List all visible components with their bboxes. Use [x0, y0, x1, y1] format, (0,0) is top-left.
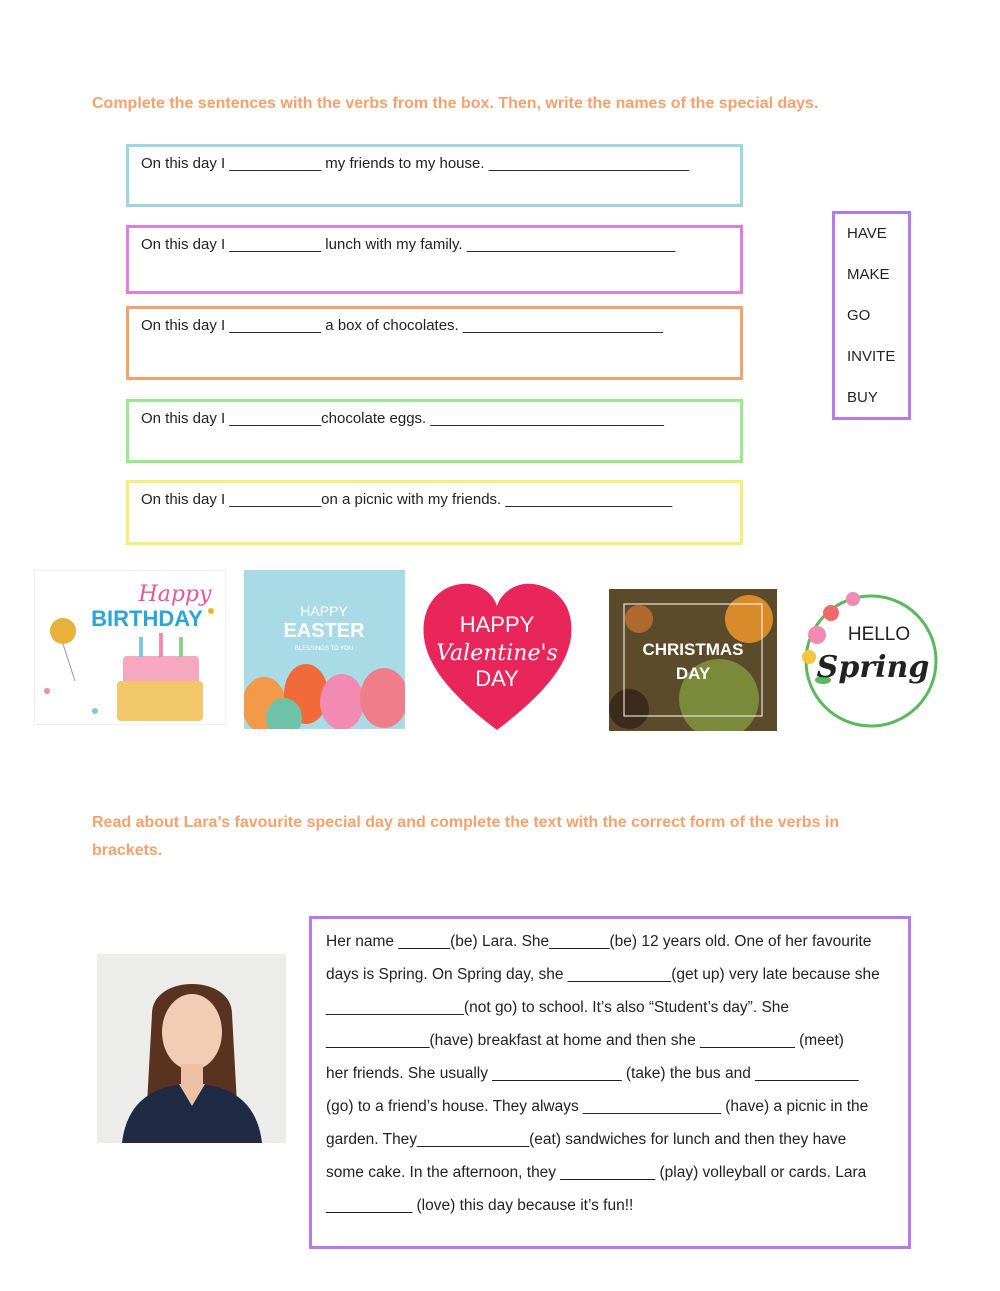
easter-image [244, 570, 405, 729]
verb-box [832, 211, 911, 420]
valentine-line1: HAPPY [459, 612, 535, 637]
lara-text-box[interactable] [309, 916, 911, 1249]
paragraph-line: ________________(not go) to school. It’s also “Student’s day”. She [326, 999, 790, 1016]
paragraph-line: garden. They_____________(eat) sandwiches for lunch and then they have [326, 1131, 847, 1148]
spring-line1: HELLO [847, 624, 911, 645]
exercise2-instruction-line2: brackets. [92, 842, 163, 859]
birthday-line2: BIRTHDAY [91, 606, 203, 631]
verb-item: GO [847, 307, 871, 324]
paragraph-line: days is Spring. On Spring day, she ____________(get up) very late because she [326, 966, 880, 983]
girl-photo [97, 954, 286, 1143]
exercise2-instruction [92, 809, 839, 865]
sentence-box-1[interactable] [126, 144, 743, 207]
paragraph-line: (go) to a friend’s house. They always ________________ (have) a picnic in the [326, 1098, 869, 1115]
christmas-line2: DAY [675, 664, 711, 683]
easter-line2: EASTER [283, 620, 365, 642]
paragraph-line: some cake. In the afternoon, they ___________ (play) volleyball or cards. Lara [326, 1164, 867, 1181]
sentence-text: On this day I ___________ lunch with my family. _________________________ [141, 236, 676, 253]
exercise2-instruction-line1: Read about Lara’s favourite special day and complete the text with the correct form of the verbs in [92, 814, 840, 831]
sentence-box-4[interactable] [126, 399, 743, 463]
spring-image [795, 585, 943, 730]
sentence-text: On this day I ___________ a box of chocolates. ________________________ [141, 317, 664, 334]
paragraph-line: __________ (love) this day because it’s fun!! [326, 1197, 634, 1214]
christmas-image [609, 589, 777, 731]
paragraph-line: ____________(have) breakfast at home and then she ___________ (meet) [326, 1032, 844, 1049]
sentence-text: On this day I ___________ my friends to my house. ________________________ [141, 155, 689, 172]
sentence-text: On this day I ___________chocolate eggs. ____________________________ [141, 410, 664, 427]
sentence-box-3[interactable] [126, 306, 743, 380]
christmas-line1: CHRISTMAS [642, 640, 744, 659]
paragraph-line: her friends. She usually _______________ (take) the bus and ____________ [326, 1065, 859, 1082]
valentine-image [420, 582, 575, 732]
valentine-line2: Valentine's [436, 641, 558, 666]
paragraph-line: Her name ______(be) Lara. She_______(be) 12 years old. One of her favourite [326, 933, 872, 950]
sentence-text: On this day I ___________on a picnic with my friends. ____________________ [141, 491, 673, 508]
sentence-box-2[interactable] [126, 225, 743, 294]
valentine-line3: DAY [475, 666, 519, 691]
verb-item: BUY [847, 389, 878, 406]
easter-line3: BLESSINGS TO YOU [294, 646, 354, 652]
birthday-image [34, 570, 226, 725]
verb-item: MAKE [847, 266, 890, 283]
verb-item: HAVE [847, 225, 887, 242]
verb-item: INVITE [847, 348, 896, 365]
birthday-line1: Happy [138, 582, 212, 607]
easter-line1: HAPPY [300, 603, 348, 619]
sentence-box-5[interactable] [126, 480, 743, 545]
spring-line2: Spring [816, 650, 930, 685]
exercise1-instruction: Complete the sentences with the verbs from the box. Then, write the names of the special days. [92, 95, 819, 112]
